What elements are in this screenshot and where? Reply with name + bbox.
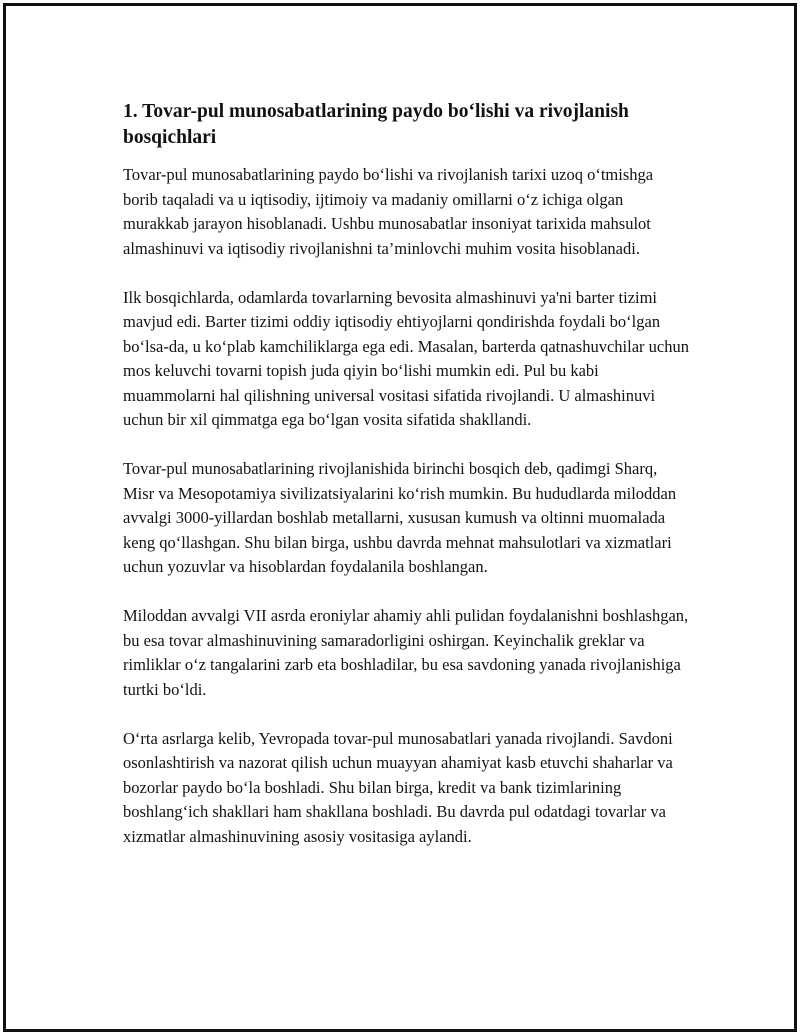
paragraph-coins: Miloddan avvalgi VII asrda eroniylar ahamiy ahli pulidan foydalanishni boshlashgan, bu esa tovar almashinuvining samaradorligini oshirgan. Keyinchalik greklar va rimliklar o‘z tangalarini zarb eta boshladilar, bu esa savdoning yanada rivojlanishiga turtki bo‘ldi. [123, 606, 689, 699]
paragraph-ancient-civilizations: Tovar-pul munosabatlarining rivojlanishida birinchi bosqich deb, qadimgi Sharq, Misr va Mesopotamiya sivilizatsiyalarini ko‘rish mumkin. Bu hududlarda miloddan avvalgi 3000-yillardan boshlab metallarni, xususan kumush va oltinni muomalada keng qo‘llashgan. Shu bilan birga, ushbu davrda mehnat mahsulotlari va xizmatlari uchun yozuvlar va hisoblardan foydalanila boshlangan. [123, 459, 677, 576]
section-heading: 1. Tovar-pul munosabatlarining paydo bo‘lishi va rivojlanish bosqichlari [123, 101, 629, 148]
page-frame [3, 3, 797, 1032]
document-body [123, 99, 691, 874]
paragraph-barter: Ilk bosqichlarda, odamlarda tovarlarning bevosita almashinuvi ya'ni barter tizimi mavjud edi. Barter tizimi oddiy iqtisodiy ehtiyojlarni qondirishda foydali bo‘lgan bo‘lsa-da, u ko‘plab kamchiliklarga ega edi. Masalan, barterda qatnashuvchilar uchun mos keluvchi tovarni topish juda qiyin bo‘lishi mumkin edi. Pul bu kabi muammolarni hal qilishning universal vositasi sifatida rivojlandi. U almashinuvi uchun bir xil qimmatga ega bo‘lgan vosita sifatida shakllandi. [123, 287, 689, 429]
paragraph-middle-ages: O‘rta asrlarga kelib, Yevropada tovar-pul munosabatlari yanada rivojlandi. Savdoni osonlashtirish va nazorat qilish uchun muayyan ahamiyat kasb etuvchi shaharlar va bozorlar paydo bo‘la boshladi. Shu bilan birga, kredit va bank tizimlarining boshlang‘ich shakllari ham shakllana boshladi. Bu davrda pul odatdagi tovarlar va xizmatlar almashinuvining asosiy vositasiga aylandi. [123, 728, 673, 846]
paragraph-intro: Tovar-pul munosabatlarining paydo bo‘lishi va rivojlanish tarixi uzoq o‘tmishga borib taqaladi va u iqtisodiy, ijtimoiy va madaniy omillarni o‘z ichiga olgan murakkab jarayon hisoblanadi. Ushbu munosabatlar insoniyat tarixida mahsulot almashinuvi va iqtisodiy rivojlanishni ta’minlovchi muhim vosita hisoblanadi. [123, 165, 654, 258]
